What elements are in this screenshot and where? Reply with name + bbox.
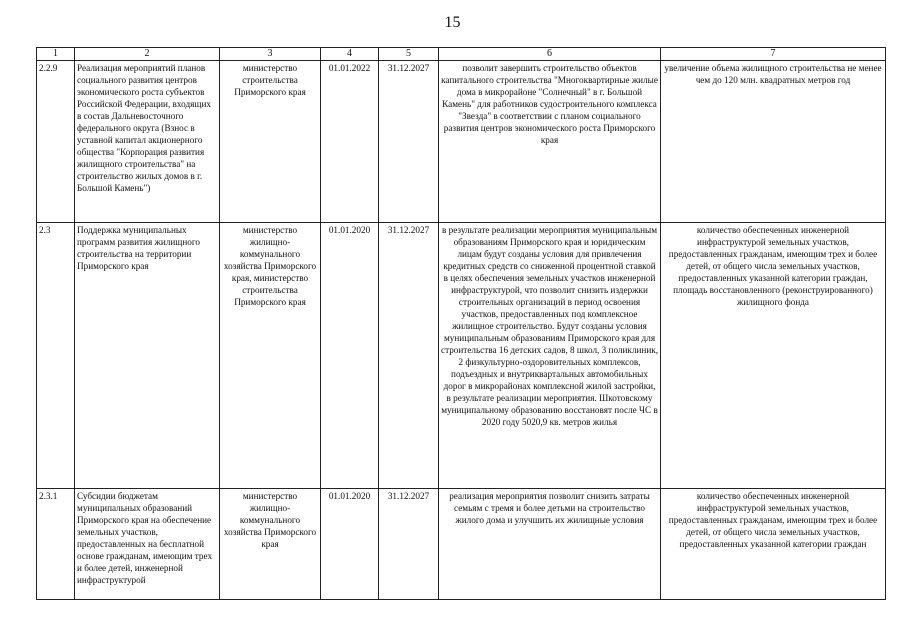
item-result: реализация мероприятия позволит снизить затраты семьям с тремя и более детьми на строительство жилого дома и улучшить их жилищные условия: [439, 489, 661, 600]
item-executor: министерство жилищно-коммунального хозяйства Приморского края: [220, 489, 321, 600]
item-result: позволит завершить строительство объектов капитального строительства "Многоквартирные жилые дома в микрорайоне "Солнечный" в г. Большой Камень" для работников судостроительного комплекса "Звезда" в соответствии с планом социального развития центров экономического роста Приморского края: [439, 61, 661, 223]
column-header: 5: [379, 48, 439, 61]
column-header: 2: [75, 48, 220, 61]
item-number: 2.3.1: [37, 489, 75, 600]
item-start-date: 01.01.2020: [321, 489, 379, 600]
item-start-date: 01.01.2022: [321, 61, 379, 223]
item-indicator: количество обеспеченных инженерной инфраструктурой земельных участков, предоставленных гражданам, имеющим трех и более детей, от общего числа земельных участков, предоставленных указанной категории граждан: [661, 489, 886, 600]
column-header: 4: [321, 48, 379, 61]
item-name: Реализация мероприятий планов социального развития центров экономического роста субъектов Российской Федерации, входящих в состав Дальневосточного федерального округа (Взнос в уставной капитал акционерного общества "Корпорация развития жилищного строительства" на строительство жилых домов в г. Большой Камень"): [75, 61, 220, 223]
column-header: 7: [661, 48, 886, 61]
column-header: 1: [37, 48, 75, 61]
item-number: 2.2.9: [37, 61, 75, 223]
item-result: в результате реализации мероприятия муниципальным образованиям Приморского края и юридическим лицам будут созданы условия для привлечения кредитных средств со сниженной процентной ставкой в целях обеспечения земельных участков инженерной инфраструктурой, что позволит снизить издержки строительных организаций в период освоения участков, предоставленных под комплексное жилищное строительство. Будут созданы условия муниципальным образованиям Приморского края для строительства 16 детских садов, 8 школ, 3 поликлиник, 2 физкультурно-оздоровительных комплексов, подъездных и внутриквартальных автомобильных дорог в микрорайонах комплексной жилой застройки, в результате реализации мероприятия. Шкотовскому муниципальному образованию восстановят после ЧС в 2020 году 5020,9 кв. метров жилья: [439, 223, 661, 489]
item-end-date: 31.12.2027: [379, 61, 439, 223]
item-start-date: 01.01.2020: [321, 223, 379, 489]
item-name: Поддержка муниципальных программ развития жилищного строительства на территории Приморского края: [75, 223, 220, 489]
program-table: [36, 47, 886, 600]
item-end-date: 31.12.2027: [379, 489, 439, 600]
item-executor: министерство строительства Приморского края: [220, 61, 321, 223]
table-row: [37, 223, 886, 489]
item-indicator: количество обеспеченных инженерной инфраструктурой земельных участков, предоставленных гражданам, имеющим трех и более детей, от общего числа земельных участков, предоставленных указанной категории граждан, площадь восстановленного (реконструированного) жилищного фонда: [661, 223, 886, 489]
column-header: 6: [439, 48, 661, 61]
table-row: [37, 61, 886, 223]
item-executor: министерство жилищно-коммунального хозяйства Приморского края, министерство строительства Приморского края: [220, 223, 321, 489]
item-end-date: 31.12.2027: [379, 223, 439, 489]
item-indicator: увеличение объема жилищного строительства не менее чем до 120 млн. квадратных метров год: [661, 61, 886, 223]
column-header: 3: [220, 48, 321, 61]
table-row: [37, 489, 886, 600]
item-name: Субсидии бюджетам муниципальных образований Приморского края на обеспечение земельных участков, предоставленных на бесплатной основе гражданам, имеющим трех и более детей, инженерной инфраструктурой: [75, 489, 220, 600]
item-number: 2.3: [37, 223, 75, 489]
page-number: 15: [444, 14, 461, 31]
header-row: [37, 48, 886, 61]
